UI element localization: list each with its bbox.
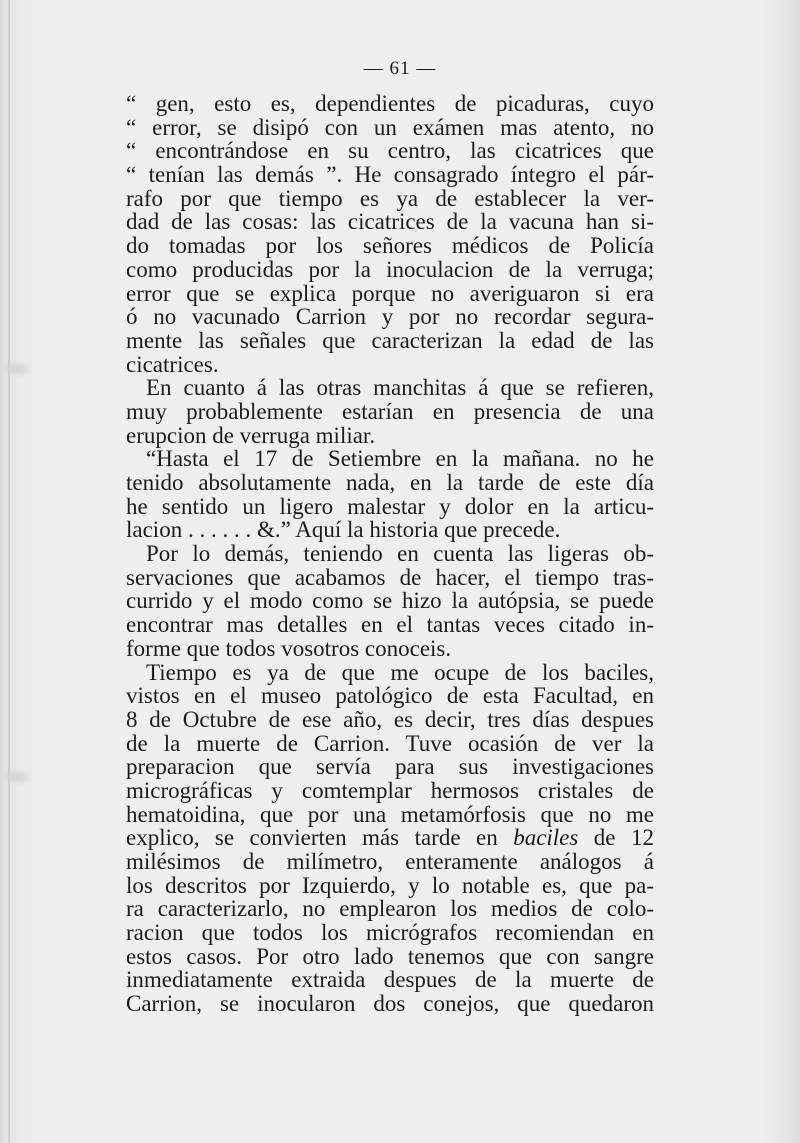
text-line: de la muerte de Carrion. Tuve ocasión de ver la: [126, 730, 654, 756]
text-line: “ gen, esto es, dependientes de picaduras, cuyo: [126, 91, 654, 116]
text-line: estos casos. Por otro lado tenemos que con sangre: [126, 943, 654, 969]
page-number: — 61 —: [363, 58, 437, 79]
text-segment: explico, se convierten más tarde en: [126, 825, 514, 851]
text-line: currido y el modo como se hizo la autópsia, se puede: [126, 588, 654, 614]
page-crease-mark: [0, 768, 34, 786]
text-line: rafo por que tiempo es ya de establecer la ver-: [126, 185, 654, 211]
text-line: erupcion de verruga miliar.: [126, 422, 376, 448]
text-line: forme que todos vosotros conoceis.: [126, 635, 452, 661]
text-line: “ tenían las demás ”. He consagrado íntegro el pár-: [126, 162, 654, 188]
text-line: los descritos por Izquierdo, y lo notable es, que pa-: [126, 872, 654, 898]
text-line: “ encontrándose en su centro, las cicatrices que: [126, 138, 654, 164]
text-line: En cuanto á las otras manchitas á que se refieren,: [146, 375, 654, 401]
text-line: Tiempo es ya de que me ocupe de los baciles,: [146, 659, 654, 685]
text-line: servaciones que acabamos de hacer, el tiempo tras-: [126, 564, 654, 590]
text-line: cicatrices.: [126, 351, 219, 377]
text-line: “Hasta el 17 de Setiembre en la mañana. no he: [146, 446, 654, 472]
text-line: micrográficas y comtemplar hermosos cristales de: [126, 777, 654, 803]
text-segment: de 12: [578, 825, 654, 851]
body-text: [126, 92, 654, 1016]
text-line: do tomadas por los señores médicos de Policía: [126, 233, 654, 259]
text-line: error que se explica porque no averiguaron si era: [126, 280, 654, 306]
text-line: ra caracterizarlo, no emplearon los medios de colo-: [126, 896, 654, 922]
text-line: racion que todos los micrógrafos recomiendan en: [126, 920, 654, 946]
text-line: ó no vacunado Carrion y por no recordar segura-: [126, 304, 654, 330]
text-line: [126, 826, 654, 850]
text-line: inmediatamente extraida despues de la muerte de: [126, 967, 654, 993]
text-line: muy probablemente estarían en presencia de una: [126, 398, 654, 424]
text-line: preparacion que servía para sus investigaciones: [126, 754, 654, 780]
text-line: como producidas por la inoculacion de la verruga;: [126, 256, 654, 282]
page-fold-line: [8, 0, 10, 1143]
text-line: mente las señales que caracterizan la edad de las: [126, 327, 654, 353]
text-line: he sentido un ligero malestar y dolor en la articu-: [126, 493, 654, 519]
text-line: hematoidina, que por una metamórfosis que no me: [126, 801, 654, 827]
italic-term: baciles: [513, 825, 579, 851]
text-line: Carrion, se inocularon dos conejos, que quedaron: [126, 991, 654, 1017]
text-line: encontrar mas detalles en el tantas veces citado in-: [126, 612, 654, 638]
text-line: Por lo demás, teniendo en cuenta las ligeras ob-: [146, 541, 654, 567]
text-line: vistos en el museo patológico de esta Facultad, en: [126, 683, 654, 709]
text-line: tenido absolutamente nada, en la tarde de este día: [126, 470, 654, 495]
page-crease-mark: [0, 360, 34, 378]
text-line: “ error, se disipó con un exámen mas atento, no: [126, 114, 654, 140]
text-line: lacion . . . . . . &.” Aquí la historia que precede.: [126, 517, 561, 543]
text-line: milésimos de milímetro, enteramente análogos á: [126, 849, 654, 874]
text-line: dad de las cosas: las cicatrices de la vacuna han si-: [126, 209, 654, 235]
text-line: 8 de Octubre de ese año, es decir, tres días despues: [126, 706, 654, 732]
